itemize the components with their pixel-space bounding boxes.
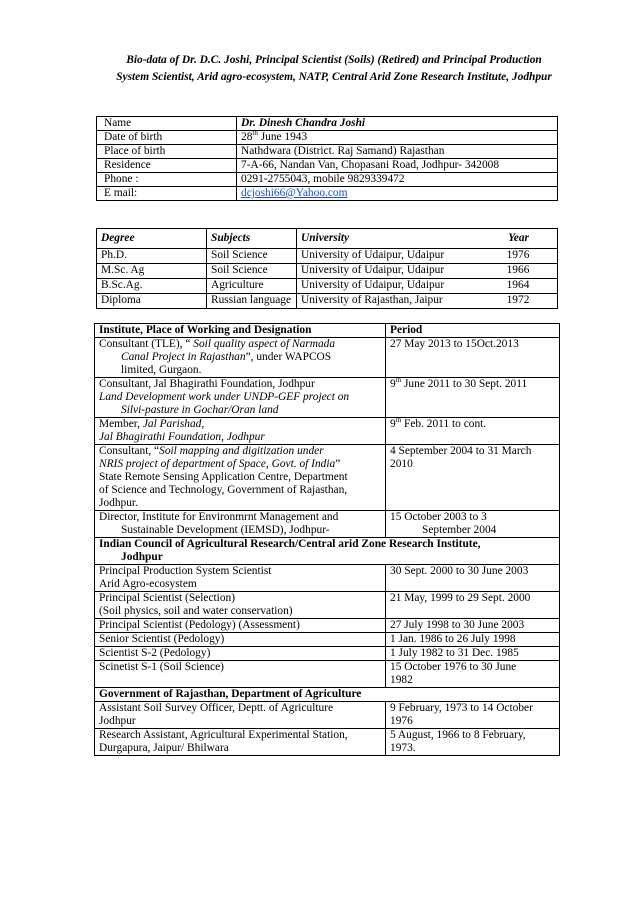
document-title xyxy=(84,52,584,86)
cell-university: University of Udaipur, Udaipur xyxy=(297,249,458,264)
table-row xyxy=(97,187,558,201)
table-row xyxy=(95,565,560,592)
education-table xyxy=(96,228,558,309)
cell-degree: B.Sc.Ag. xyxy=(97,279,207,294)
header-institute: Institute, Place of Working and Designation xyxy=(95,324,386,338)
cell-subjects: Soil Science xyxy=(207,264,297,279)
value-email xyxy=(237,187,558,201)
label-email: E mail: xyxy=(97,187,237,201)
cell-institute: Consultant, Jal Bhagirathi Foundation, Jodhpur Land Development work under UNDP-GEF project on Silvi-pasture in Gochar/Oran land xyxy=(95,378,386,418)
value-name: Dr. Dinesh Chandra Joshi xyxy=(237,117,558,131)
header-degree: Degree xyxy=(97,229,207,249)
table-row xyxy=(95,633,560,647)
cell-institute: Member, Jal Parishad, Jal Bhagirathi Foundation, Jodhpur xyxy=(95,418,386,445)
table-header-row xyxy=(95,324,560,338)
value-phone: 0291-2755043, mobile 9829339472 xyxy=(237,173,558,187)
value-residence: 7-A-66, Nandan Van, Chopasani Road, Jodhpur- 342008 xyxy=(237,159,558,173)
cell-period: 9 February, 1973 to 14 October 1976 xyxy=(386,702,560,729)
cell-institute: Consultant, “Soil mapping and digitization under NRIS project of department of Space, Govt. of India” State Remote Sensing Application Centre, Department of Science and Technology, Government of Rajasthan, Jodhpur. xyxy=(95,445,386,511)
label-dob: Date of birth xyxy=(97,131,237,145)
table-row xyxy=(97,159,558,173)
table-row xyxy=(97,173,558,187)
cell-period: 9th June 2011 to 30 Sept. 2011 xyxy=(386,378,560,418)
table-row xyxy=(95,511,560,538)
cell-degree: M.Sc. Ag xyxy=(97,264,207,279)
cell-subjects: Agriculture xyxy=(207,279,297,294)
email-link[interactable]: dcjoshi66@Yahoo.com xyxy=(241,187,348,199)
header-year: Year xyxy=(457,229,558,249)
table-row xyxy=(95,445,560,511)
table-row xyxy=(95,592,560,619)
table-row xyxy=(95,661,560,688)
career-table xyxy=(94,323,560,756)
table-row xyxy=(95,418,560,445)
section-heading-icar: Indian Council of Agricultural Research/Central arid Zone Research Institute, Jodhpur xyxy=(95,538,560,565)
table-row xyxy=(97,264,558,279)
section-row xyxy=(95,538,560,565)
table-row xyxy=(95,338,560,378)
cell-institute: Director, Institute for Environmrnt Management and Sustainable Development (IEMSD), Jodhpur- xyxy=(95,511,386,538)
value-dob: 28th June 1943 xyxy=(237,131,558,145)
cell-institute: Consultant (TLE), “ Soil quality aspect of Narmada Canal Project in Rajasthan”, under WAPCOS limited, Gurgaon. xyxy=(95,338,386,378)
cell-period: 27 July 1998 to 30 June 2003 xyxy=(386,619,560,633)
cell-year: 1966 xyxy=(457,264,558,279)
cell-university: University of Udaipur, Udaipur xyxy=(297,264,458,279)
cell-university: University of Udaipur, Udaipur xyxy=(297,279,458,294)
cell-period: 1 July 1982 to 31 Dec. 1985 xyxy=(386,647,560,661)
cell-period: 30 Sept. 2000 to 30 June 2003 xyxy=(386,565,560,592)
cell-university: University of Rajasthan, Jaipur xyxy=(297,294,458,309)
section-row xyxy=(95,688,560,702)
cell-institute: Principal Scientist (Selection) (Soil physics, soil and water conservation) xyxy=(95,592,386,619)
section-heading-rajasthan: Government of Rajasthan, Department of Agriculture xyxy=(95,688,560,702)
value-birthplace: Nathdwara (District. Raj Samand) Rajasthan xyxy=(237,145,558,159)
cell-subjects: Soil Science xyxy=(207,249,297,264)
table-row xyxy=(97,117,558,131)
table-header-row xyxy=(97,229,558,249)
label-residence: Residence xyxy=(97,159,237,173)
table-row xyxy=(95,619,560,633)
label-phone: Phone : xyxy=(97,173,237,187)
cell-period: 9th Feb. 2011 to cont. xyxy=(386,418,560,445)
cell-year: 1972 xyxy=(457,294,558,309)
table-row xyxy=(95,647,560,661)
cell-degree: Diploma xyxy=(97,294,207,309)
cell-period: 5 August, 1966 to 8 February, 1973. xyxy=(386,729,560,756)
cell-year: 1976 xyxy=(457,249,558,264)
table-row xyxy=(97,294,558,309)
header-period: Period xyxy=(386,324,560,338)
table-row xyxy=(95,702,560,729)
cell-subjects: Russian language xyxy=(207,294,297,309)
cell-period: 4 September 2004 to 31 March 2010 xyxy=(386,445,560,511)
cell-period: 1 Jan. 1986 to 26 July 1998 xyxy=(386,633,560,647)
cell-institute: Senior Scientist (Pedology) xyxy=(95,633,386,647)
cell-institute: Research Assistant, Agricultural Experimental Station, Durgapura, Jaipur/ Bhilwara xyxy=(95,729,386,756)
personal-details-table xyxy=(96,116,558,201)
cell-institute: Scinetist S-1 (Soil Science) xyxy=(95,661,386,688)
title-line-1: Bio-data of Dr. D.C. Joshi, Principal Scientist (Soils) (Retired) and Principal Production xyxy=(126,54,542,66)
cell-institute: Principal Production System Scientist Arid Agro-ecosystem xyxy=(95,565,386,592)
cell-period: 15 October 1976 to 30 June 1982 xyxy=(386,661,560,688)
cell-degree: Ph.D. xyxy=(97,249,207,264)
header-subjects: Subjects xyxy=(207,229,297,249)
title-line-2: System Scientist, Arid agro-ecosystem, NATP, Central Arid Zone Research Institute, Jodhpur xyxy=(116,71,552,83)
cell-period: 15 October 2003 to 3 September 2004 xyxy=(386,511,560,538)
label-birthplace: Place of birth xyxy=(97,145,237,159)
cell-institute: Scientist S-2 (Pedology) xyxy=(95,647,386,661)
cell-period: 21 May, 1999 to 29 Sept. 2000 xyxy=(386,592,560,619)
table-row xyxy=(95,378,560,418)
table-row xyxy=(97,145,558,159)
cell-institute: Assistant Soil Survey Officer, Deptt. of Agriculture Jodhpur xyxy=(95,702,386,729)
table-row xyxy=(97,131,558,145)
cell-period: 27 May 2013 to 15Oct.2013 xyxy=(386,338,560,378)
label-name: Name xyxy=(97,117,237,131)
cell-year: 1964 xyxy=(457,279,558,294)
cell-institute: Principal Scientist (Pedology) (Assessment) xyxy=(95,619,386,633)
table-row xyxy=(97,279,558,294)
header-university: University xyxy=(297,229,458,249)
table-row xyxy=(97,249,558,264)
table-row xyxy=(95,729,560,756)
